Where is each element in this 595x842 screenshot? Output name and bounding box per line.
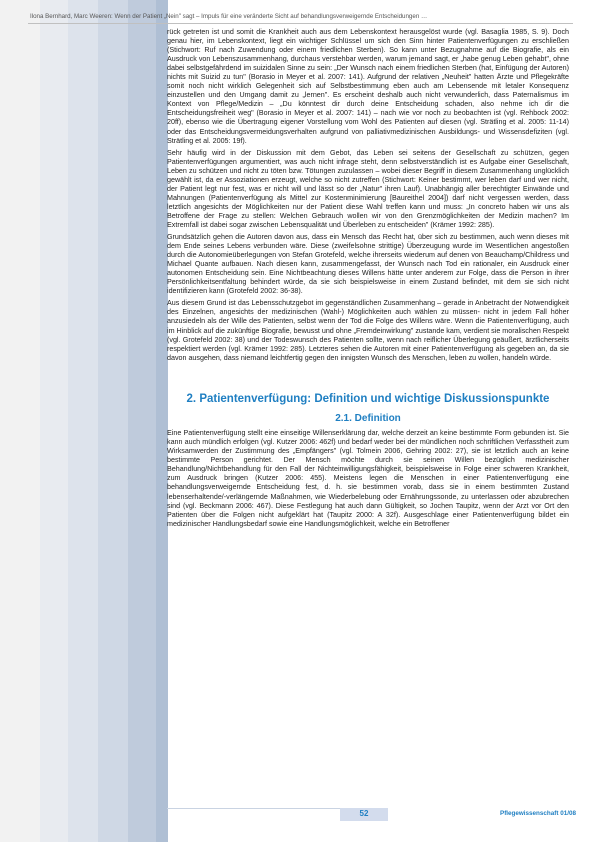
paragraph-5: Eine Patientenverfügung stellt eine einseitige Willenserklärung dar, welche derzeit an keine bestimmte Form gebunden ist. Sie kann auch mündlich erfolgen (vgl. Kutzer 2006: 462f) und bedarf weder bei der mündlichen noch schriftlichen Verfasstheit zum Wirksamwerden der Zustimmung des „Empfängers" (vgl. Tolmein 2006, Gehring 2002: 27), sie ist letztlich auch an keine bestimmte Person gerichtet. Der Mensch möchte durch sie seinen Willen bezüglich medizinischer Behandlung/Nichtbehandlung für den Fall der Nichteinwilligungsfähigkeit, beispielsweise in Folge einer schweren Krankheit, zum Ausdruck bringen (Kutzer 2006: 455). Meistens legen die Menschen in einer Patientenverfügung eine behandlungsverweigernde Entscheidung fest, d. h. sie bestimmen vorab, dass sie in einem bestimmten Zustand lebenserhaltende/-verlängernde Maßnahmen, wie Wiederbelebung oder Ernährungssonde, zu unterlassen oder abzubrechen sind (vgl. Beckmann 2006: 467). Diese Festlegung hat auch dann Gültigkeit, so Jochen Taupitz, wenn der Arzt vor Ort den Patienten über die Folgen nicht aufgeklärt hat (Taupitz 2000: A 32f). Ausgeschlage einer Patientenverfügung bildet ein medizinischer Handlungsbedarf sowie eine Handlungsmöglichkeit, welche ein Betroffener [167, 429, 569, 528]
decorative-side-band [0, 0, 168, 842]
band-stripe [40, 0, 68, 842]
journal-name: Pflegewissenschaft 01/08 [500, 810, 576, 817]
band-stripe [98, 0, 128, 842]
footer-divider [167, 808, 340, 809]
paragraph-4: Aus diesem Grund ist das Lebensschutzgebot im gegenständlichen Zusammenhang – gerade in Anbetracht der Notwendigkeit des Einzelnen, angesichts der medizinischen (Wahl-) Möglichkeiten auch wählen zu müssen- nicht in jedem Fall höher anzusiedeln als der Wille des Patienten, selbst wenn der Tod die Folge des Willens wäre. Wenn die Patientenverfügung, auch im Hinblick auf die zukünftige Biografie, bewusst und ohne „Fremdeinwirkung" zustande kam, verdient sie moralischen Respekt (vgl. Grotefeld 2002: 38) und der Todeswunsch des Patienten sollte, wenn nach reiflicher Überlegung geäußert, ärztlicherseits respektiert werden (vgl. Krämer 1992: 285). Letzteres sehen die Autoren mit einer Patientenverfügung als gegeben an, da sie davon ausgehen, dass niemand leichtfertig gegen den innigsten Wunsch des Menschen, leben zu wollen, handeln würde. [167, 299, 569, 362]
band-stripe [128, 0, 156, 842]
running-header: Ilona Bernhard, Marc Weeren: Wenn der Patient „Nein" sagt – Impuls für eine veränderte Sicht auf behandlungsverweigernde Entscheidungen … [30, 13, 428, 20]
paragraph-3: Grundsätzlich gehen die Autoren davon aus, dass ein Mensch das Recht hat, über sich zu bestimmen, auch wenn dieses mit dem Ende seines Lebens verbunden wäre. Diese (zweifelsohne strittige) Überzeugung wurde im Wesentlichen angestoßen durch die Autonomieüberlegungen von Stefan Grotefeld, welche ihrerseits wiederum auf denen von Beauchamp/Childress und Michael Quante aufbauen. Nach diesen kann, zusammengefasst, der Wunsch nach Tod ein rationaler, ein Ausdruck einer autonomen Entscheidung sein. Eine Nichtbeachtung dieses Willens hätte unter anderem zur Folge, dass die Person in ihrer Persönlichkeitsentfaltung behindert würde, da sie sich beispielsweise in einem Zustand befindet, mit dem sie sich nicht identifizieren kann (Grotefeld 2002: 36-38). [167, 233, 569, 296]
article-body [167, 28, 569, 532]
band-stripe [68, 0, 98, 842]
subsection-heading: 2.1. Definition [335, 413, 401, 425]
header-divider [28, 23, 573, 24]
paragraph-1: rück getreten ist und somit die Krankheit auch aus dem Lebenskontext herausgelöst wurde (vgl. Basaglia 1985, S. 9). Doch genau hier, im Lebenskontext, liegt ein wichtiger Schlüssel um sich den Sinn hinter Patientenverfügungen zu erschließen (Stichwort: Ruf nach Zuwendung oder einem friedlichen Sterben). So kann unter Bezugnahme auf die Biografie, als ein Ausdruck von Lebenszusammenhang, durchaus verstehbar werden, warum jemand sagt, er „habe genug Leben gehabt", ohne dabei selbstgefährdend im suizidalen Sinne zu sein: „Der Wunsch nach einem friedlichen Sterben (hat, Einfügung der Autoren) nichts mit Suizid zu tun" (Borasio in Meyer et al. 2007: 141). Aufgrund der relativen „Neuheit" hatten Ärzte und Pflegekräfte somit noch nicht wirklich Gelegenheit sich auf Selbstbestimmung eben auch am Lebensende mit letaler Konsequenz einzustellen und den Umgang damit zu „lernen". Es erscheint deshalb auch nicht verwunderlich, dass Paternalismus im Kontext von Pflege/Medizin – „Du könntest dir durch deine Entscheidung schaden, also nehme ich dir die Entscheidungsfreiheit weg" (Borasio in Meyer et al. 2007: 141) – nach wie vor noch zu beobachten ist (vgl. Rehbock 2002: 20ff), ebenso wie die Übertragung eigener Vorstellung vom Wohl des Patienten auf diesen (vgl. Strätling et al. 2005: 11-14) oder das Entscheidungsvermeidungsverhalten aufgrund von palliativmedizinischen Ausbildungs- und Wissensdefiziten (vgl. Strätling et al. 2005: 19f). [167, 28, 569, 145]
paragraph-2: Sehr häufig wird in der Diskussion mit dem Gebot, das Leben sei seitens der Gesellschaft zu schützen, gegen Patientenverfügungen argumentiert, was auch nicht infrage steht, denn selbstverständlich ist es Aufgabe einer Gesellschaft, Leben zu schützen und nicht zu töten bzw. Tötungen zuzulassen – wobei dieser Begriff in diesem Zusammenhang unglücklich gewählt ist, da er Assoziationen erzeugt, welche so nicht zutreffen (Stichwort: Keiner bestimmt, wer leben darf und wer nicht, der Patient legt nur fest, was er nicht will und lässt so der „Natur" ihren Lauf). Unabhängig aller berechtigter Einwände und Mahnungen (Patientenverfügung als Mittel zur Kostenminimierung [Baureithel 2004]) darf nicht vergessen werden, dass letztlich angesichts der Möglichkeiten nur der Patient diese Wahl treffen kann und muss: „In concreto haben wir uns als Betroffene der Frage zu stellen: Welchen Gebrauch wollen wir von den Grenzmöglichkeiten der Medizin machen? Im Extremfall ist dabei sogar zwischen Lebensqualität und Überleben zu entscheiden" (Krämer 1992: 285). [167, 148, 569, 229]
section-heading: 2. Patientenverfügung: Definition und wichtige Diskussionspunkte [186, 392, 550, 405]
page-number: 52 [359, 809, 369, 818]
band-stripe [0, 0, 40, 842]
